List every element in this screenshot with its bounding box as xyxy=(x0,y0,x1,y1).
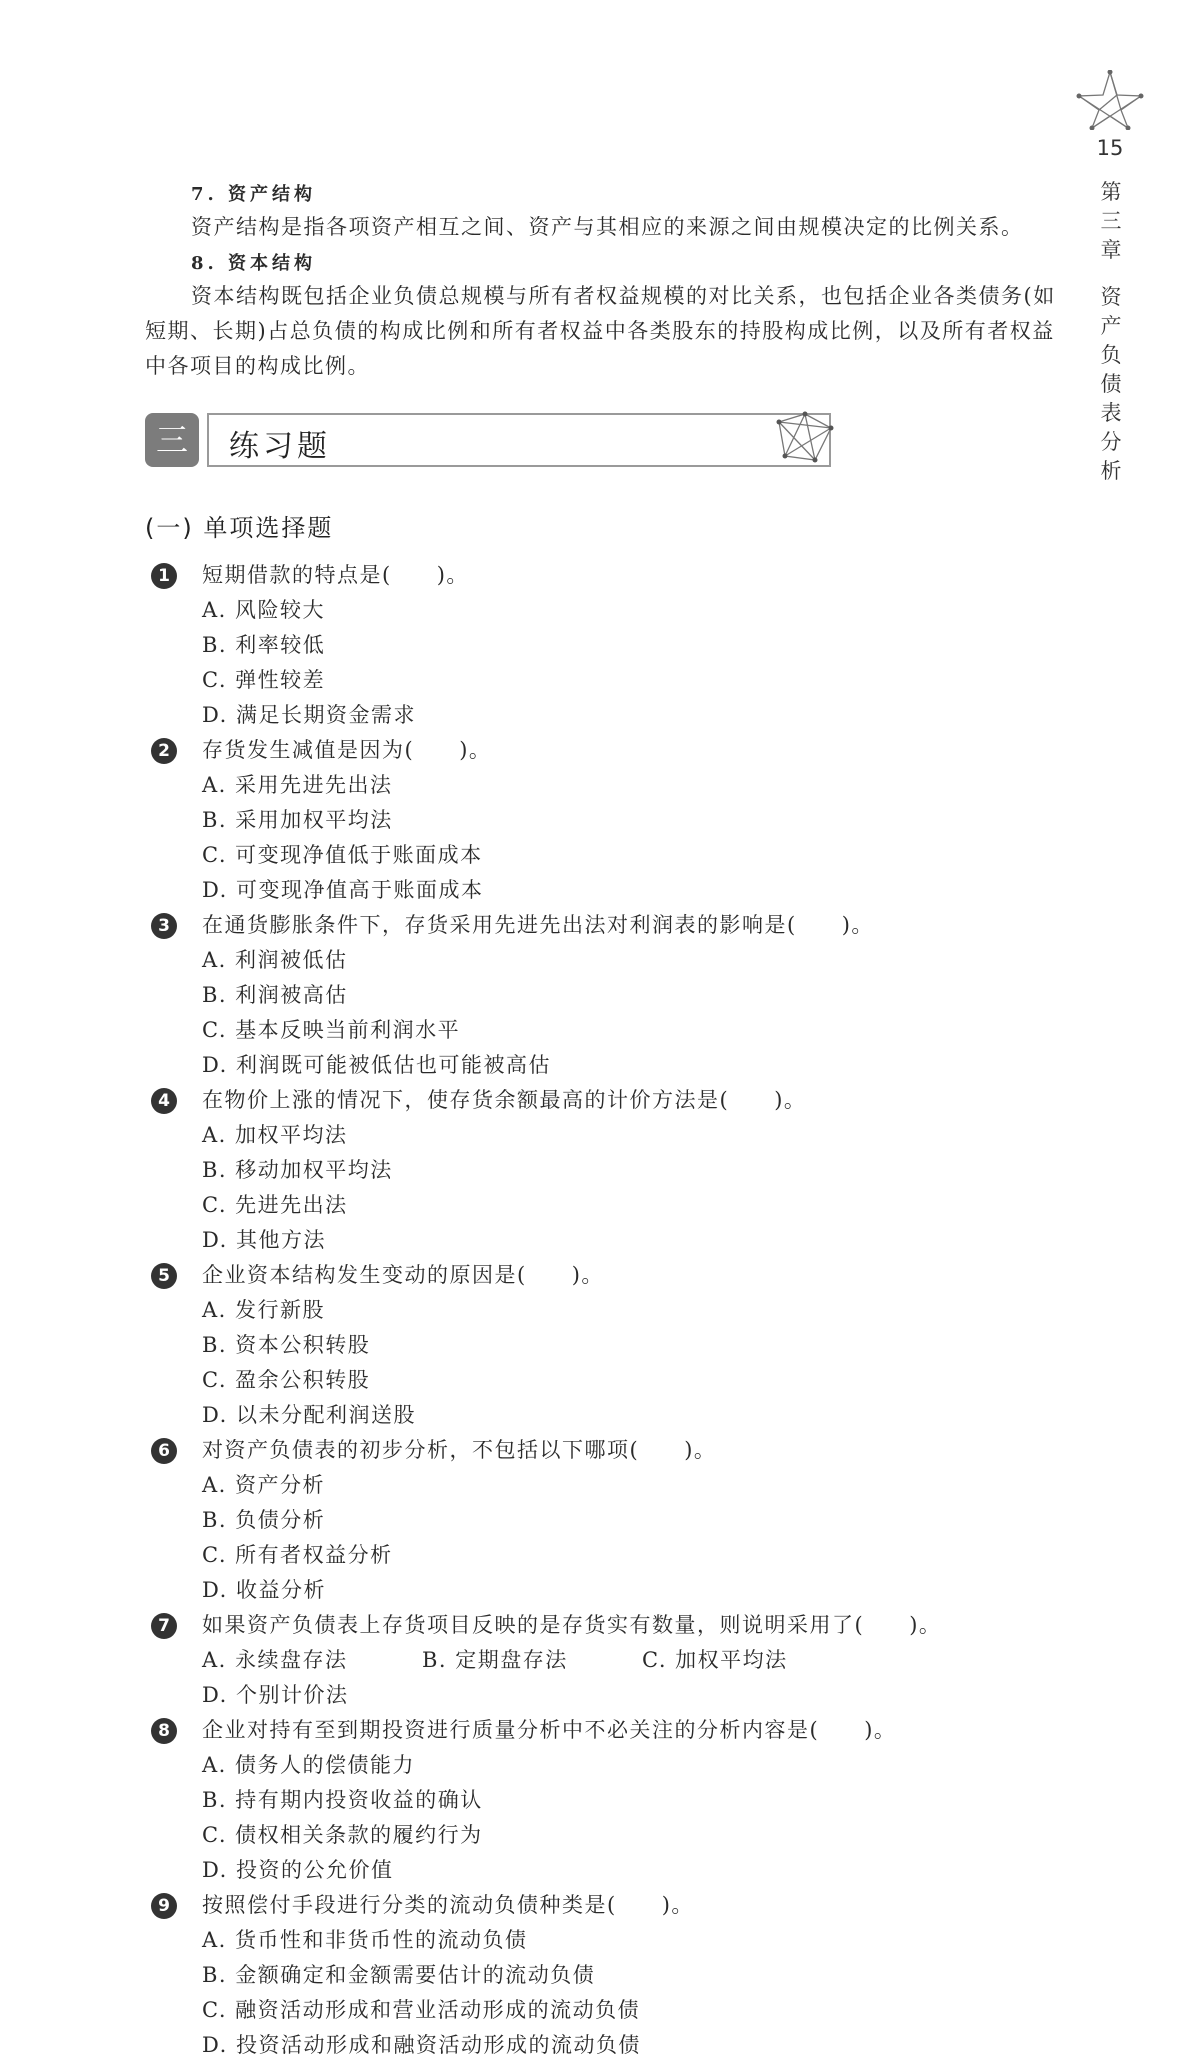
question-text: 企业资本结构发生变动的原因是( )。 xyxy=(202,1263,604,1287)
answer-option: B. 负债分析 xyxy=(202,1508,326,1532)
option-list xyxy=(150,593,1050,733)
option-list xyxy=(150,1293,1050,1433)
question-text: 对资产负债表的初步分析，不包括以下哪项( )。 xyxy=(202,1438,717,1462)
answer-option: B. 定期盘存法 xyxy=(422,1648,568,1672)
answer-option: A. 采用先进先出法 xyxy=(202,773,393,797)
answer-option: C. 盈余公积转股 xyxy=(202,1368,371,1392)
question-item xyxy=(150,1713,1050,1888)
answer-option: D. 投资的公允价值 xyxy=(202,1858,394,1882)
page-number: 15 xyxy=(1096,136,1124,160)
answer-option: A. 资产分析 xyxy=(202,1473,326,1497)
question-number-badge: 2 xyxy=(151,738,177,764)
question-number-badge: 3 xyxy=(151,913,177,939)
option-list xyxy=(150,1118,1050,1258)
question-number-badge: 4 xyxy=(151,1088,177,1114)
answer-option: D. 收益分析 xyxy=(202,1578,326,1602)
question-item xyxy=(150,558,1050,733)
question-text: 在通货膨胀条件下，存货采用先进先出法对利润表的影响是( )。 xyxy=(202,913,874,937)
answer-option: A. 永续盘存法 xyxy=(202,1648,348,1672)
answer-option: A. 风险较大 xyxy=(202,598,326,622)
answer-option: D. 满足长期资金需求 xyxy=(202,703,416,727)
question-text: 企业对持有至到期投资进行质量分析中不必关注的分析内容是( )。 xyxy=(202,1718,897,1742)
question-item xyxy=(150,908,1050,1083)
paragraph-asset-structure: 资产结构是指各项资产相互之间、资产与其相应的来源之间由规模决定的比例关系。 xyxy=(191,215,1024,239)
answer-option: A. 利润被低估 xyxy=(202,948,348,972)
answer-option: A. 货币性和非货币性的流动负债 xyxy=(202,1928,528,1952)
question-item xyxy=(150,733,1050,908)
answer-option: B. 利润被高估 xyxy=(202,983,348,1007)
option-list xyxy=(150,1643,1050,1713)
question-stem xyxy=(150,1258,1050,1293)
option-list xyxy=(150,1748,1050,1888)
answer-option: C. 基本反映当前利润水平 xyxy=(202,1018,461,1042)
answer-option: D. 以未分配利润送股 xyxy=(202,1403,416,1427)
chapter-title: 资产负债表分析 xyxy=(1100,285,1122,483)
chapter-label: 第三章 xyxy=(1100,180,1122,262)
answer-option: C. 弹性较差 xyxy=(202,668,326,692)
question-text: 在物价上涨的情况下，使存货余额最高的计价方法是( )。 xyxy=(202,1088,807,1112)
question-item xyxy=(150,1888,1050,2063)
answer-option: C. 先进先出法 xyxy=(202,1193,348,1217)
answer-option: A. 债务人的偿债能力 xyxy=(202,1753,416,1777)
answer-option: D. 其他方法 xyxy=(202,1228,326,1252)
paragraph-capital-structure: 资本结构既包括企业负债总规模与所有者权益规模的对比关系，也包括企业各类债务(如短期、长期)占总负债的构成比例和所有者权益中各类股东的持股构成比例，以及所有者权益中各项目的构成比例。 xyxy=(145,284,1056,378)
answer-option: C. 融资活动形成和营业活动形成的流动负债 xyxy=(202,1998,641,2022)
answer-option: B. 采用加权平均法 xyxy=(202,808,393,832)
answer-option: C. 债权相关条款的履约行为 xyxy=(202,1823,483,1847)
question-stem xyxy=(150,558,1050,593)
question-text: 如果资产负债表上存货项目反映的是存货实有数量，则说明采用了( )。 xyxy=(202,1613,942,1637)
answer-option: B. 移动加权平均法 xyxy=(202,1158,393,1182)
definitions-block xyxy=(145,180,1060,384)
answer-option: C. 可变现净值低于账面成本 xyxy=(202,843,483,867)
answer-option: D. 利润既可能被低估也可能被高估 xyxy=(202,1053,551,1077)
answer-option: C. 加权平均法 xyxy=(642,1648,788,1672)
question-stem xyxy=(150,908,1050,943)
answer-option: D. 可变现净值高于账面成本 xyxy=(202,878,484,902)
heading-asset-structure: 7. 资产结构 xyxy=(191,184,317,205)
answer-option: D. 投资活动形成和融资活动形成的流动负债 xyxy=(202,2033,641,2057)
question-number-badge: 6 xyxy=(151,1438,177,1464)
section-banner xyxy=(145,413,845,467)
answer-option: D. 个别计价法 xyxy=(202,1683,349,1707)
answer-option: B. 利率较低 xyxy=(202,633,326,657)
question-stem xyxy=(150,1083,1050,1118)
heading-capital-structure: 8. 资本结构 xyxy=(191,253,317,274)
answer-option: C. 所有者权益分析 xyxy=(202,1543,393,1567)
question-item xyxy=(150,1258,1050,1433)
banner-title-box xyxy=(207,413,831,467)
question-stem xyxy=(150,1608,1050,1643)
question-list xyxy=(150,558,1050,2063)
chapter-running-head xyxy=(1096,178,1126,486)
question-item xyxy=(150,1608,1050,1713)
question-item xyxy=(150,1083,1050,1258)
question-number-badge: 9 xyxy=(151,1893,177,1919)
question-stem xyxy=(150,1888,1050,1923)
option-list xyxy=(150,1468,1050,1608)
network-star-icon xyxy=(775,410,835,466)
option-list xyxy=(150,768,1050,908)
option-list xyxy=(150,1923,1050,2063)
question-text: 按照偿付手段进行分类的流动负债种类是( )。 xyxy=(202,1893,694,1917)
section-heading: (一) 单项选择题 xyxy=(145,514,334,542)
answer-option: B. 资本公积转股 xyxy=(202,1333,371,1357)
banner-title: 练习题 xyxy=(229,429,331,464)
network-star-icon xyxy=(1075,70,1145,130)
question-text: 存货发生减值是因为( )。 xyxy=(202,738,492,762)
answer-option: A. 发行新股 xyxy=(202,1298,326,1322)
question-text: 短期借款的特点是( )。 xyxy=(202,563,469,587)
question-number-badge: 8 xyxy=(151,1718,177,1744)
question-stem xyxy=(150,1713,1050,1748)
option-list xyxy=(150,943,1050,1083)
question-number-badge: 7 xyxy=(151,1613,177,1639)
banner-number-badge: 三 xyxy=(145,413,199,467)
question-stem xyxy=(150,1433,1050,1468)
answer-option: B. 金额确定和金额需要估计的流动负债 xyxy=(202,1963,596,1987)
question-number-badge: 1 xyxy=(151,563,177,589)
question-number-badge: 5 xyxy=(151,1263,177,1289)
answer-option: B. 持有期内投资收益的确认 xyxy=(202,1788,483,1812)
question-item xyxy=(150,1433,1050,1608)
question-stem xyxy=(150,733,1050,768)
answer-option: A. 加权平均法 xyxy=(202,1123,348,1147)
